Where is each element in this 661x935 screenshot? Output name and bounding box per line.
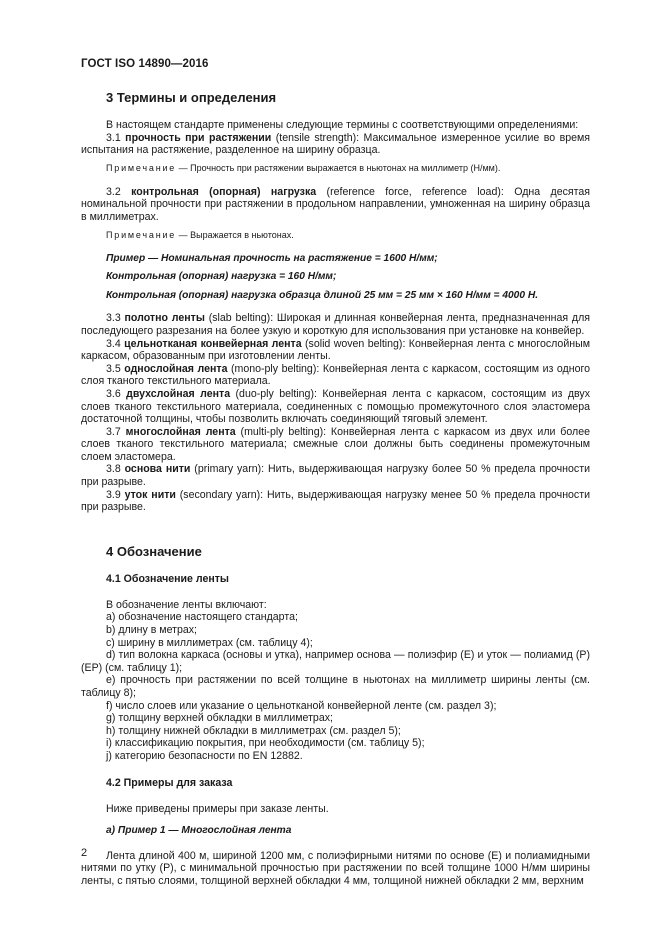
list-item: e) прочность при растяжении по всей толщине в ньютонах на миллиметр ширины ленты (см. таблицу 8); (81, 674, 590, 699)
note-1 (81, 163, 590, 174)
note-text: — Выражается в ньютонах. (176, 229, 294, 240)
term-number: 3.1 (106, 131, 126, 144)
term-number: 3.6 (106, 387, 127, 400)
term-3-4 (81, 338, 590, 363)
term-definition: (reference force, reference load): Одна десятая номинальной прочности при растяжении в продольном направлении, умноженная на ширину образца в миллиметрах. (81, 185, 591, 223)
list-item: d) тип волокна каркаса (основы и утка), например основа — полиэфир (E) и уток — полиамид (P) (EP) (см. таблицу 1); (81, 649, 590, 674)
note-label: Примечание (106, 162, 177, 173)
list-item: а) обозначение настоящего стандарта; (106, 611, 298, 624)
page-number: 2 (81, 847, 88, 859)
term-definition: (duo-ply belting): Конвейерная лента с каркасом, состоящим из двух слоев тканого текстильного материала, соединенных с помощью промежуточного слоя эластомера достаточной толщины, чтобы позволить включать соединяющий тяговый элемент. (81, 387, 591, 426)
term-number: 3.5 (106, 362, 125, 375)
term-name: основа нити (124, 463, 191, 476)
term-number: 3.4 (106, 337, 125, 350)
term-name: двухслойная лента (126, 387, 231, 400)
term-definition: (slab belting): Широкая и длинная конвейерная лента, предназначенная для последующего разрезания на более узкую и короткую для использования при установке на конвейер. (81, 312, 590, 337)
list-item: f) число слоев или указание о цельнотканой конвейерной ленте (см. раздел 3); (106, 699, 497, 712)
list-item: j) категорию безопасности по EN 12882. (106, 749, 303, 762)
term-name: прочность при растяжении (125, 131, 272, 144)
designation-intro: В обозначение ленты включают: (106, 598, 267, 611)
term-definition: (tensile strength): Максимальное измеренное усилие во время испытания на растяжение, разделенное на ширину образца. (81, 131, 591, 157)
term-definition: (mono-ply belting): Конвейерная лента с каркасом, состоящим из одного слоя тканого текстильного материала. (81, 362, 590, 388)
term-number: 3.2 (106, 185, 132, 198)
example-line-3: Контрольная (опорная) нагрузка образца длиной 25 мм = 25 мм × 160 Н/мм = 4000 Н. (106, 289, 539, 301)
term-definition: (multi-ply belting): Конвейерная лента с каркасом из двух или более слоев тканого текстильного материала; смежные слои должны быть соединены промежуточным слоем эластомера. (81, 425, 590, 463)
term-3-6 (81, 388, 590, 426)
example-line-1: Пример — Номинальная прочность на растяжение = 1600 Н/мм; (106, 252, 438, 264)
term-3-9 (81, 489, 590, 514)
term-3-3 (81, 312, 590, 337)
example-1-text: Лента длиной 400 м, шириной 1200 мм, с полиэфирными нитями по основе (E) и полиамидными нитями по утку (P), с минимальной прочностью при растяжении по всей толщине 1000 Н/мм ширины ленты, с пятью слоями, толщиной верхней обкладки 4 мм, толщиной нижней обкладки 2 мм, верхним (81, 849, 590, 887)
term-number: 3.8 (106, 463, 125, 476)
note-2 (81, 230, 590, 241)
term-name: контрольная (опорная) нагрузка (131, 185, 317, 198)
section-4-title: 4 Обозначение (106, 543, 202, 559)
list-item: i) классификацию покрытия, при необходимости (см. таблицу 5); (106, 737, 425, 750)
term-3-2 (81, 186, 590, 224)
section-3-intro: В настоящем стандарте применены следующие термины с соответствующими определениями: (106, 119, 579, 131)
term-name: полотно ленты (124, 312, 205, 325)
term-number: 3.9 (106, 488, 125, 501)
list-item: b) длину в метрах; (106, 624, 198, 637)
term-definition: (primary yarn): Нить, выдерживающая нагрузку более 50 % предела прочности при разрыве. (81, 463, 590, 489)
term-name: многослойная лента (125, 425, 236, 438)
term-3-8 (81, 463, 590, 488)
note-label: Примечание (106, 229, 177, 240)
running-header: ГОСТ ISO 14890—2016 (81, 58, 209, 70)
example-1-title: а) Пример 1 — Многослойная лента (106, 825, 292, 837)
term-3-5 (81, 363, 590, 388)
term-name: уток нити (124, 488, 176, 501)
term-number: 3.3 (106, 312, 125, 325)
term-3-7 (81, 426, 590, 464)
term-name: однослойная лента (124, 362, 228, 375)
term-name: цельнотканая конвейерная лента (124, 337, 302, 350)
term-number: 3.7 (106, 425, 126, 438)
term-definition: (secondary yarn): Нить, выдерживающая нагрузку менее 50 % предела прочности при разрыве. (81, 488, 591, 514)
section-4-2-title: 4.2 Примеры для заказа (106, 776, 233, 789)
note-text: — Прочность при растяжении выражается в ньютонах на миллиметр (Н/мм). (176, 162, 501, 173)
list-item: c) ширину в миллиметрах (см. таблицу 4); (106, 636, 313, 649)
term-definition: (solid woven belting): Конвейерная лента с многослойным каркасом, образованным при изготовлении ленты. (81, 337, 590, 363)
list-item: g) толщину верхней обкладки в миллиметрах; (106, 712, 333, 725)
order-examples-intro: Ниже приведены примеры при заказе ленты. (106, 802, 329, 815)
page-content (81, 90, 590, 888)
designation-list (81, 599, 590, 763)
section-4-1-title: 4.1 Обозначение ленты (106, 572, 229, 585)
example-line-2: Контрольная (опорная) нагрузка = 160 Н/мм; (106, 271, 337, 283)
term-3-1 (81, 132, 590, 157)
list-item: h) толщину нижней обкладки в миллиметрах (см. раздел 5); (106, 724, 401, 737)
section-3-title: 3 Термины и определения (106, 90, 277, 105)
